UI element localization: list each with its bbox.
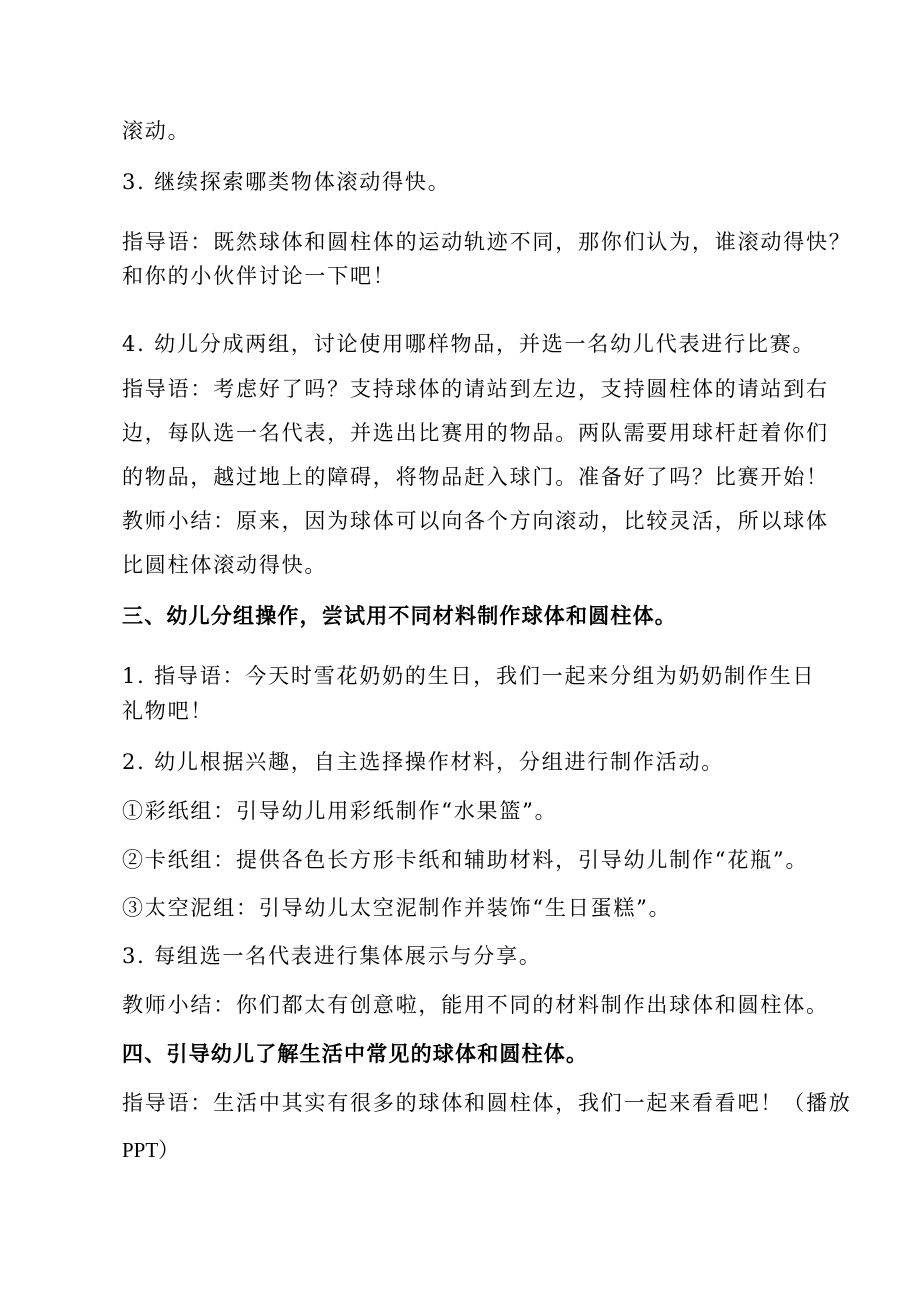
guidance-line: 边，每队选一名代表，并选出比赛用的物品。两队需要用球杆赶着你们 [122, 421, 829, 445]
step-1-line: 礼物吧！ [122, 699, 214, 723]
guidance-line: 指导语：生活中其实有很多的球体和圆柱体，我们一起来看看吧！（播放 [122, 1091, 852, 1115]
group-item-clay: ③太空泥组：引导幼儿太空泥制作并装饰“生日蛋糕”。 [122, 896, 672, 920]
guidance-line: 的物品，越过地上的障碍，将物品赶入球门。准备好了吗？比赛开始！ [122, 465, 829, 489]
paragraph-line: 滚动。 [122, 119, 191, 143]
section-heading-3: 三、幼儿分组操作，尝试用不同材料制作球体和圆柱体。 [122, 604, 677, 628]
step-4-line: 4. 幼儿分成两组，讨论使用哪样物品，并选一名幼儿代表进行比赛。 [122, 332, 816, 356]
group-item-paper: ①彩纸组：引导幼儿用彩纸制作“水果篮”。 [122, 799, 558, 823]
guidance-line: 指导语：考虑好了吗？支持球体的请站到左边，支持圆柱体的请站到右 [122, 377, 829, 401]
teacher-summary-line: 比圆柱体滚动得快。 [122, 553, 328, 577]
guidance-line: 指导语：既然球体和圆柱体的运动轨迹不同，那你们认为，谁滚动得快？ [122, 230, 852, 254]
section-heading-4: 四、引导幼儿了解生活中常见的球体和圆柱体。 [122, 1042, 589, 1066]
guidance-line: PPT） [122, 1138, 180, 1162]
step-3b-line: 3. 每组选一名代表进行集体展示与分享。 [122, 944, 542, 968]
step-2-line: 2. 幼儿根据兴趣，自主选择操作材料，分组进行制作活动。 [122, 750, 725, 774]
teacher-summary-line: 教师小结：你们都太有创意啦，能用不同的材料制作出球体和圆柱体。 [122, 993, 829, 1017]
teacher-summary-line: 教师小结：原来，因为球体可以向各个方向滚动，比较灵活，所以球体 [122, 509, 829, 533]
step-1-line: 1. 指导语：今天时雪花奶奶的生日，我们一起来分组为奶奶制作生日 [122, 664, 816, 688]
group-item-card: ②卡纸组：提供各色长方形卡纸和辅助材料，引导幼儿制作“花瓶”。 [122, 848, 809, 872]
guidance-line: 和你的小伙伴讨论一下吧！ [122, 264, 396, 288]
step-3-line: 3. 继续探索哪类物体滚动得快。 [122, 170, 451, 194]
